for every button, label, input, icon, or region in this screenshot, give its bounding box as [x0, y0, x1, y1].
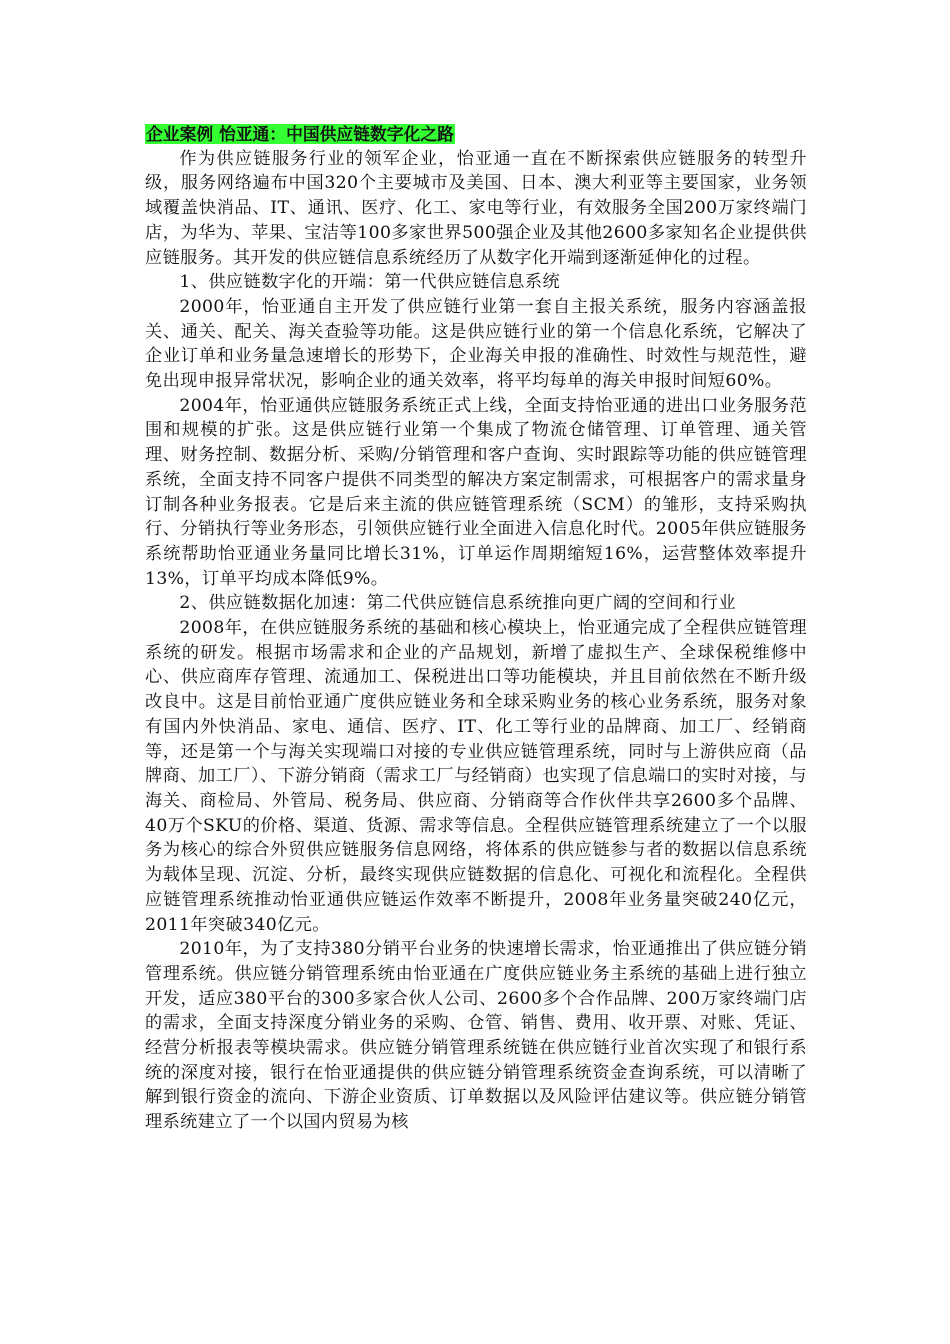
section-heading-2: 2、供应链数据化加速：第二代供应链信息系统推向更广阔的空间和行业: [179, 593, 736, 614]
paragraph-intro: 作为供应链服务行业的领军企业，怡亚通一直在不断探索供应链服务的转型升级，服务网络遍布中国320个主要城市及美国、日本、澳大利亚等主要国家，业务领域覆盖快消品、IT、通讯、医疗、化工、家电等行业，有效服务全国200万家终端门店，为华为、苹果、宝洁等100多家世界500强企业及其他2600多家知名企业提供供应链服务。其开发的供应链信息系统经历了从数字化开端到逐渐延伸化的过程。: [145, 148, 807, 268]
document-title: [145, 122, 807, 147]
document-body: [145, 122, 807, 1135]
paragraph-2008: 2008年，在供应链服务系统的基础和核心模块上，怡亚通完成了全程供应链管理系统的研发。根据市场需求和企业的产品规划，新增了虚拟生产、全球保税维修中心、供应商库存管理、流通加工、保税进出口等功能模块，并且目前依然在不断升级改良中。这是目前怡亚通广度供应链业务和全球采购业务的核心业务系统，服务对象有国内外快消品、家电、通信、医疗、IT、化工等行业的品牌商、加工厂、经销商等，还是第一个与海关实现端口对接的专业供应链管理系统，同时与上游供应商（品牌商、加工厂）、下游分销商（需求工厂与经销商）也实现了信息端口的实时对接，与海关、商检局、外管局、税务局、供应商、分销商等合作伙伴共享2600多个品牌、40万个SKU的价格、渠道、货源、需求等信息。全程供应链管理系统建立了一个以服务为核心的综合外贸供应链服务信息网络，将体系的供应链参与者的数据以信息系统为载体呈现、沉淀、分析，最终实现供应链数据的信息化、可视化和流程化。全程供应链管理系统推动怡亚通供应链运作效率不断提升，2008年业务量突破240亿元，2011年突破340亿元。: [145, 618, 807, 935]
section-heading-1: 1、供应链数字化的开端：第一代供应链信息系统: [179, 272, 561, 293]
paragraph-2010: 2010年，为了支持380分销平台业务的快速增长需求，怡亚通推出了供应链分销管理系统。供应链分销管理系统由怡亚通在广度供应链业务主系统的基础上进行独立开发，适应380平台的300多家合伙人公司、2600多个合作品牌、200万家终端门店的需求，全面支持深度分销业务的采购、仓管、销售、费用、收开票、对账、凭证、经营分析报表等模块需求。供应链分销管理系统链在供应链行业首次实现了和银行系统的深度对接，银行在怡亚通提供的供应链分销管理系统资金查询系统，可以清晰了解到银行资金的流向、下游企业资质、订单数据以及风险评估建议等。供应链分销管理系统建立了一个以国内贸易为核: [145, 939, 807, 1133]
title-highlight: 企业案例 怡亚通：中国供应链数字化之路: [146, 124, 454, 144]
paragraph-2000: 2000年，怡亚通自主开发了供应链行业第一套自主报关系统，服务内容涵盖报关、通关、配关、海关查验等功能。这是供应链行业的第一个信息化系统，它解决了企业订单和业务量急速增长的形势下，企业海关申报的准确性、时效性与规范性，避免出现申报异常状况，影响企业的通关效率，将平均每单的海关申报时间短60%。: [145, 296, 807, 392]
paragraph-2004: 2004年，怡亚通供应链服务系统正式上线，全面支持怡亚通的进出口业务服务范围和规模的扩张。这是供应链行业第一个集成了物流仓储管理、订单管理、通关管理、财务控制、数据分析、采购/分销管理和客户查询、实时跟踪等功能的供应链管理系统，全面支持不同客户提供不同类型的解决方案定制需求，可根据客户的需求量身订制各种业务报表。它是后来主流的供应链管理系统（SCM）的雏形，支持采购执行、分销执行等业务形态，引领供应链行业全面进入信息化时代。2005年供应链服务系统帮助怡亚通业务量同比增长31%，订单运作周期缩短16%，运营整体效率提升13%，订单平均成本降低9%。: [145, 395, 807, 589]
